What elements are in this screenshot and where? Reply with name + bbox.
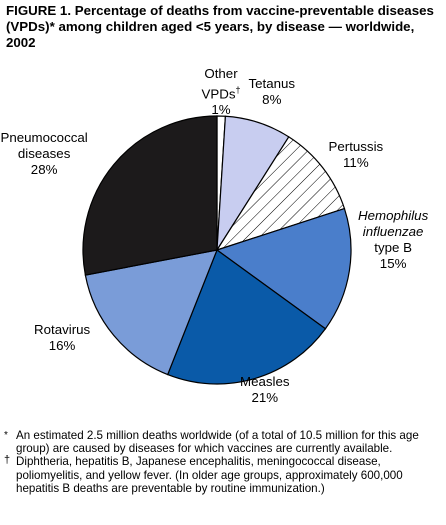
footnote-mark: * xyxy=(4,430,8,441)
pie-slice-6 xyxy=(83,116,217,275)
footnote-text: Diphtheria, hepatitis B, Japanese encephalitis, meningococcal disease, poliomyelitis, and yellow fever. (In older age groups, approximately 600,000 hepatitis B deaths are preventable by routine immunization.) xyxy=(16,455,403,495)
figure-title: FIGURE 1. Percentage of deaths from vaccine-preventable diseases (VPDs)* among children aged <5 years, by disease — worldwide, 2002 xyxy=(6,3,434,50)
slice-label-line: VPDs† xyxy=(201,85,241,102)
slice-percent: 8% xyxy=(262,92,282,107)
slice-label-6 xyxy=(1,130,88,178)
slice-percent: 1% xyxy=(211,102,231,118)
footnote-asterisk xyxy=(4,429,440,455)
slice-label-4 xyxy=(240,374,290,406)
slice-label-1 xyxy=(249,76,296,108)
slice-percent: 11% xyxy=(343,155,369,170)
slice-label-line: Other xyxy=(204,66,238,81)
slice-percent: 28% xyxy=(30,162,58,177)
slice-percent: 16% xyxy=(48,338,76,353)
slice-label-3 xyxy=(358,208,428,272)
slice-label-line: influenzae xyxy=(362,224,424,239)
footnotes xyxy=(4,429,440,495)
footnote-mark: † xyxy=(4,454,11,467)
slice-label-line: diseases xyxy=(17,146,71,161)
slice-label-line: Hemophilus xyxy=(358,208,429,223)
slice-label-line: Rotavirus xyxy=(34,322,91,337)
slice-label-line: Pertussis xyxy=(328,139,384,154)
slice-percent: 15% xyxy=(379,256,407,271)
slice-label-0 xyxy=(202,66,241,118)
slice-label-line: Tetanus xyxy=(248,76,296,91)
dagger-mark: † xyxy=(235,85,241,95)
slice-label-line: Pneumococcal xyxy=(0,130,88,145)
slice-label-2 xyxy=(329,139,384,171)
footnote-text: An estimated 2.5 million deaths worldwide (of a total of 10.5 million for this age group) are caused by diseases for which vaccines are currently available. xyxy=(16,429,419,456)
footnote-dagger xyxy=(4,455,440,495)
slice-label-line: type B xyxy=(374,240,412,255)
slice-percent: 21% xyxy=(251,390,279,405)
slice-label-line: Measles xyxy=(240,374,290,389)
pie-slices xyxy=(83,116,351,384)
slice-label-5 xyxy=(34,322,90,354)
